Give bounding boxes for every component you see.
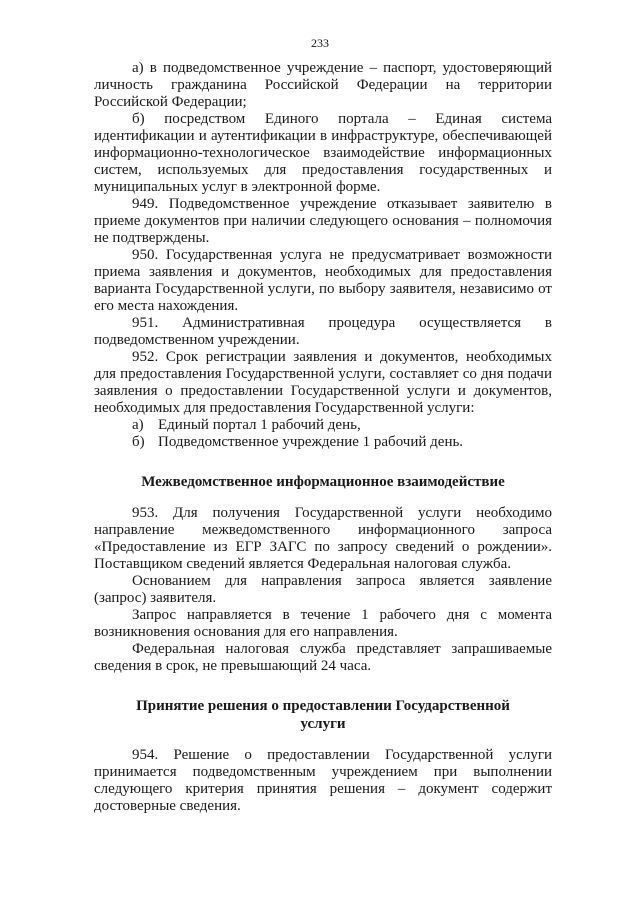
list-item-text: Подведомственное учреждение 1 рабочий день.: [158, 434, 464, 450]
section-heading-interagency: Межведомственное информационное взаимодействие: [141, 474, 505, 490]
paragraph-b: б) посредством Единого портала – Единая система идентификации и аутентификации в инфраструктуре, обеспечивающей информационно-технологическое взаимодействие информационных систем, используемых для предоставления государственных и муниципальных услуг в электронной форме.: [94, 111, 552, 195]
paragraph-a: а) в подведомственное учреждение – паспорт, удостоверяющий личность гражданина Российской Федерации на территории Российской Федерации;: [94, 60, 552, 110]
paragraph-949: 949. Подведомственное учреждение отказывает заявителю в приеме документов при наличии следующего основания – полномочия не подтверждены.: [94, 196, 552, 246]
paragraph-951: 951. Административная процедура осуществляется в подведомственном учреждении.: [94, 315, 552, 348]
list-item: [94, 417, 552, 434]
paragraph-request-timing: Запрос направляется в течение 1 рабочего дня с момента возникновения основания для его направления.: [94, 607, 552, 640]
list-item-text: Единый портал 1 рабочий день,: [158, 417, 361, 433]
list-item: [94, 434, 552, 451]
paragraph-954: 954. Решение о предоставлении Государственной услуги принимается подведомственным учреждением при выполнении следующего критерия принятия решения – документ содержит достоверные сведения.: [94, 747, 552, 814]
page-number: 233: [311, 36, 329, 50]
paragraph-response-timing: Федеральная налоговая служба представляет запрашиваемые сведения в срок, не превышающий 24 часа.: [94, 641, 552, 674]
list-marker: б): [132, 434, 145, 450]
paragraph-request-basis: Основанием для направления запроса является заявление (запрос) заявителя.: [94, 573, 552, 606]
document-body: [94, 60, 552, 815]
paragraph-952: 952. Срок регистрации заявления и документов, необходимых для предоставления Государственной услуги, составляет со дня подачи заявления о предоставлении Государственной услуги и документов, необходимых для предоставления Государственной услуги:: [94, 349, 552, 416]
paragraph-950: 950. Государственная услуга не предусматривает возможности приема заявления и документов, необходимых для предоставления варианта Государственной услуги, по выбору заявителя, независимо от его места нахождения.: [94, 247, 552, 314]
section-heading-decision: Принятие решения о предоставлении Государственной услуги: [136, 698, 510, 732]
list-marker: а): [132, 417, 144, 433]
paragraph-953: 953. Для получения Государственной услуги необходимо направление межведомственного информационного запроса «Предоставление из ЕГР ЗАГС по запросу сведений о рождении». Поставщиком сведений является Федеральная налоговая служба.: [94, 505, 552, 572]
